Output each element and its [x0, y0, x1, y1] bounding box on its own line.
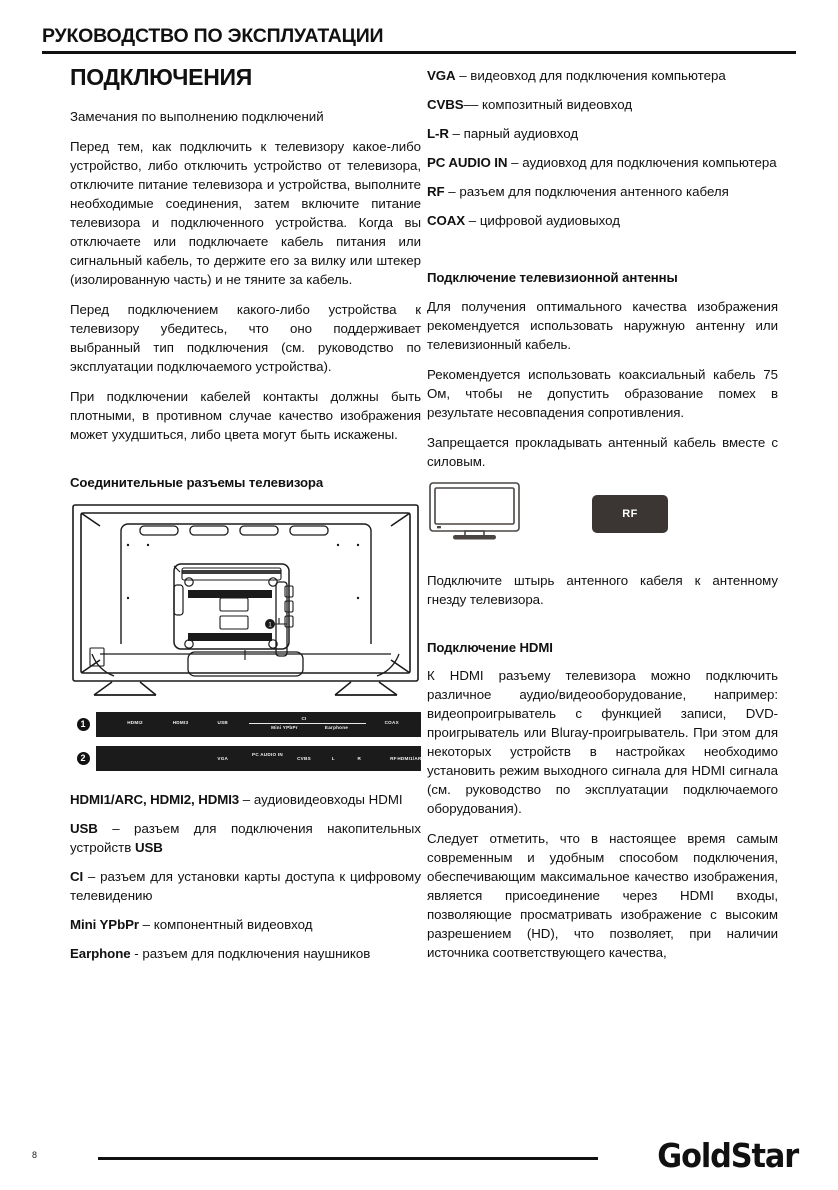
definition-term: Mini YPbPr: [70, 916, 139, 932]
paragraph: К HDMI разъему телевизора можно подключить различное аудио/видеооборудование, например: видеопроигрыватель с функцией записи, DVD-проигрыватель или Bluray-проигрыватель. При этом для некоторых устройств в настройках необходимо установить режим выходного сигнала для HDMI сигнала (см. руководство по эксплуатации подключаемого оборудования).: [427, 668, 778, 816]
strip-number-1: 1: [70, 718, 96, 731]
strip2-label-hdmi1-arc: HDMI1/ARC: [397, 755, 426, 761]
definition-term: PC AUDIO IN: [427, 155, 508, 170]
definition-desc: – разъем для подключения антенного кабеля: [444, 184, 729, 199]
definition-l-r: [427, 124, 778, 143]
paragraph: Следует отметить, что в настоящее время самым современным и удобным способом подключения, обеспечивающим максимальное качество изображения, является присоединение через HDMI входы, позволяющие просматривать изображение с высоким разрешением (HD), что позволяет, при наличии источника соответствующего качества,: [427, 831, 778, 960]
definition-desc: - разъем для подключения наушников: [130, 945, 371, 961]
lead-text: Замечания по выполнению подключений: [70, 109, 324, 124]
hdmi-heading: Подключение HDMI: [427, 639, 553, 655]
strip1-label-usb: USB: [217, 719, 228, 725]
strip2-label-cvbs: CVBS: [297, 755, 311, 761]
definition-term: CI: [70, 868, 84, 884]
spacer: [427, 240, 778, 270]
header-divider: [42, 51, 796, 54]
definition-coax: [427, 211, 778, 230]
spacer: [70, 780, 421, 790]
paragraph: Подключите штырь антенного кабеля к антенному гнезду телевизора.: [427, 572, 778, 607]
definition-term: RF: [427, 184, 445, 199]
strip2-label-pc-audio-in: PC AUDIO IN: [252, 751, 283, 757]
paragraph: При подключении кабелей контакты должны быть плотными, в противном случае качество изображения может ухудшиться, либо цвета могут быть искажены.: [70, 389, 421, 442]
definition-desc: – аудиовход для подключения компьютера: [507, 155, 777, 170]
definition-term: VGA: [427, 68, 456, 83]
strip1-label-ci: CI: [301, 715, 307, 721]
section-title: ПОДКЛЮЧЕНИЯ: [70, 64, 252, 90]
page-footer: [0, 1136, 838, 1190]
paragraph: Запрещается прокладывать антенный кабель вместе с силовым.: [427, 434, 778, 469]
strip1-label-mini-ypbpr: Mini YPbPr: [271, 724, 298, 730]
page-number: 8: [32, 1150, 38, 1160]
page-header-title: РУКОВОДСТВО ПО ЭКСПЛУАТАЦИИ: [42, 25, 384, 47]
spacer: [70, 455, 421, 475]
definition-desc: – компонентный видеовход: [138, 916, 313, 932]
tv-front-icon: [427, 480, 522, 547]
paragraph: Перед тем, как подключить к телевизору какое-либо устройство, либо отключить устройство от телевизора, отключите питание телевизора и устройства, выполните необходимые соединения, затем включите питание телевизора и подключенного устройства. Когда вы отключаете или подключаете кабель питания или сигнальный кабель, то держите его за вилку или штекер (изолированную часть) и не тяните за кабель.: [70, 139, 421, 287]
strip-number-2: 2: [70, 752, 96, 765]
definition-term: CVBS: [427, 97, 464, 112]
paragraph: Для получения оптимального качества изображения рекомендуется использовать наружную антенну или телевизионный кабель.: [427, 298, 778, 352]
svg-text:1: 1: [268, 622, 272, 628]
definition-term: HDMI1/ARC, HDMI2, HDMI3: [70, 791, 240, 807]
strip1-label-hdmi3: HDMI3: [172, 719, 189, 725]
definition-cvbs: [427, 95, 778, 114]
definition-term: COAX: [427, 213, 466, 228]
definition-ci: [70, 867, 421, 905]
antenna-heading: Подключение телевизионной антенны: [427, 270, 678, 285]
right-column: [427, 66, 778, 973]
definition-desc: – парный аудиовход: [448, 126, 579, 141]
strip2-label-r: R: [357, 755, 362, 761]
definition-desc: – видеовход для подключения компьютера: [455, 68, 726, 83]
strip1-ci-underline: [249, 723, 366, 724]
connector-strip-1: [96, 712, 421, 737]
definition-desc: – аудиовидеовходы HDMI: [239, 791, 403, 807]
connector-strip-2: [96, 746, 426, 771]
strip1-label-earphone: Earphone: [324, 724, 349, 730]
footer-divider: [98, 1157, 598, 1160]
spacer: [427, 561, 778, 571]
connector-strip-row-1: [70, 712, 421, 737]
brand-logo: GoldStar: [657, 1136, 798, 1175]
antenna-figure: [427, 483, 778, 545]
tv-rear-diagram: [70, 502, 421, 702]
definition-term: Earphone: [70, 945, 131, 961]
definition-desc: – разъем для подключения накопительных устройств: [70, 820, 421, 855]
left-column: [70, 64, 426, 973]
strip1-label-coax: COAX: [384, 719, 399, 725]
definition-term: L-R: [427, 126, 449, 141]
definition-desc: –– композитный видеовход: [463, 97, 633, 112]
spacer: [427, 620, 778, 640]
definition-term: USB: [70, 820, 98, 836]
strip1-label-hdmi2: HDMI2: [127, 719, 143, 725]
rf-connector-badge: [592, 495, 668, 533]
definition-rf: [427, 182, 778, 201]
page-header: [42, 26, 796, 54]
strip2-label-l: L: [331, 755, 335, 761]
paragraph: Рекомендуется использовать коаксиальный кабель 75 Ом, чтобы не допустить образование помех в результате несовпадения сопротивления.: [427, 366, 778, 420]
definition-vga: [427, 66, 778, 85]
definition-pc-audio-in: [427, 153, 778, 172]
definition-mini-ypbpr: [70, 915, 421, 934]
definition-usb: [70, 819, 421, 857]
rf-badge-label: RF: [592, 495, 668, 533]
definition-desc: – цифровой аудиовыход: [465, 213, 621, 228]
connector-strip-row-2: [70, 746, 426, 771]
paragraph: Перед подключением какого-либо устройства к телевизору убедитесь, что оно поддерживает выбранный тип подключения (см. руководство по эксплуатации подключаемого устройства).: [70, 302, 421, 374]
connectors-heading: Соединительные разъемы телевизора: [70, 475, 324, 490]
strip2-label-vga: VGA: [217, 755, 229, 761]
definition-desc: – разъем для установки карты доступа к цифровому телевидению: [70, 868, 421, 903]
definition-earphone: [70, 944, 421, 963]
definition-term-2: USB: [134, 839, 163, 855]
strip2-label-rf: RF: [390, 755, 397, 761]
definition-hdmi: [70, 790, 421, 809]
